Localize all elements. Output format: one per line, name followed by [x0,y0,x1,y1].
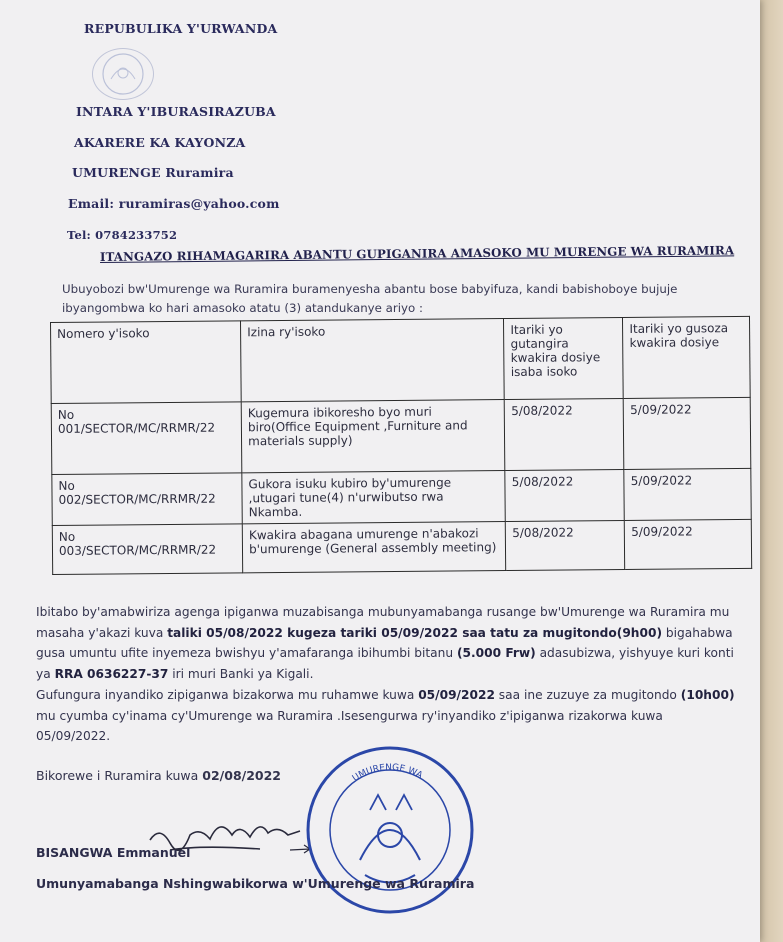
signing-date: 02/08/2022 [202,768,281,783]
country-heading: REPUBULIKA Y'URWANDA [84,21,278,36]
tender-name-cell: Gukora isuku kubiro by'umurenge ,utugari tune(4) n'urwibutso rwa Nkamba. [242,471,506,524]
para1-text-2: bigahabwa gusa umuntu ufite inyemeza bwishyu y'amafaranga ibihumbi bitanu [36,625,733,660]
para1-fee: (5.000 Frw) [456,646,536,660]
signatory-name: BISANGWA Emmanuel [36,845,191,860]
header-end-date: Itariki yo gusoza kwakira dosiye [623,316,750,398]
end-date-cell: 5/09/2022 [624,397,751,469]
opening-paragraph [36,685,736,747]
para1-account: RRA 0636227-37 [54,666,169,681]
header-tender-name: Izina ry'isoko [241,319,505,402]
table-row [52,468,751,525]
end-date-cell: 5/09/2022 [624,468,751,520]
announcement-title: ITANGAZO RIHAMAGARIRA ABANTU GUPIGANIRA AMASOKO MU MURENGE WA RURAMIRA [99,243,735,264]
tender-name-cell: Kwakira abagana umurenge n'abakozi b'umurenge (General assembly meeting) [242,522,506,573]
intro-paragraph: Ubuyobozi bw'Umurenge wa Ruramira buramenyesha abantu bose babyifuza, kandi babishoboye bujuje ibyangombwa ko hari amasoko atatu (3) atandukanye ariyo : [62,282,678,315]
tender-number-cell: No 001/SECTOR/MC/RRMR/22 [51,402,242,475]
province-heading: INTARA Y'IBURASIRAZUBA [76,104,276,119]
header-start-date: Itariki yo gutangira kwakira dosiye isaba isoko [504,318,624,400]
start-date-cell: 5/08/2022 [505,469,624,521]
email-line: Email: ruramiras@yahoo.com [68,196,280,211]
signatory-role: Umunyamabanga Nshingwabikorwa w'Umurenge wa Ruramira [36,876,475,891]
start-date-cell: 5/08/2022 [505,398,625,470]
para2-text-2: saa ine zuzuye za mugitondo [494,688,681,702]
stamp-text: UMURENGE WA [350,762,424,784]
para2-time: (10h00) [680,688,735,702]
district-heading: AKARERE KA KAYONZA [74,135,246,150]
sector-heading: UMURENGE Ruramira [72,165,234,180]
para1-text-3: adasubizwa, yishyuye kuri konti ya [36,646,734,681]
para2-text: Gufungura inyandiko zipiganwa bizakorwa mu ruhamwe kuwa [36,688,419,702]
end-date-cell: 5/09/2022 [625,519,752,569]
national-emblem-icon [92,48,154,100]
tender-number-cell: No 003/SECTOR/MC/RRMR/22 [52,524,243,575]
tender-table [50,316,752,575]
para1-dates: taliki 05/08/2022 kugeza tariki 05/09/2022 saa tatu za mugitondo(9h00) [167,625,663,640]
phone-line: Tel: 0784233752 [67,228,178,242]
official-stamp [300,740,480,920]
table-header-row [51,316,751,403]
tender-name-cell: Kugemura ibikoresho byo muri biro(Office Equipment ,Furniture and materials supply) [241,400,505,473]
table-row [52,519,751,574]
table-row [51,397,751,474]
tender-number-cell: No 002/SECTOR/MC/RRMR/22 [52,473,243,526]
signing-place: Bikorewe i Ruramira kuwa [36,768,203,783]
para2-text-3: mu cyumba cy'inama cy'Umurenge wa Ruramira .Isesengurwa ry'inyandiko z'ipiganwa rizakorwa kuwa 05/09/2022. [36,708,663,743]
document-collection-paragraph [36,602,736,684]
signing-date-line [36,768,281,783]
header-tender-number: Nomero y'isoko [51,321,242,404]
para2-date: 05/09/2022 [418,688,495,702]
svg-text:UMURENGE WA [351,763,425,784]
para1-text: Ibitabo by'amabwiriza agenga ipiganwa muzabisanga mubunyamabanga rusange bw'Umurenge wa Ruramira mu masaha y'akazi kuva [36,605,730,640]
start-date-cell: 5/08/2022 [506,520,625,570]
para1-text-4: iri muri Banki ya Kigali. [168,666,314,681]
